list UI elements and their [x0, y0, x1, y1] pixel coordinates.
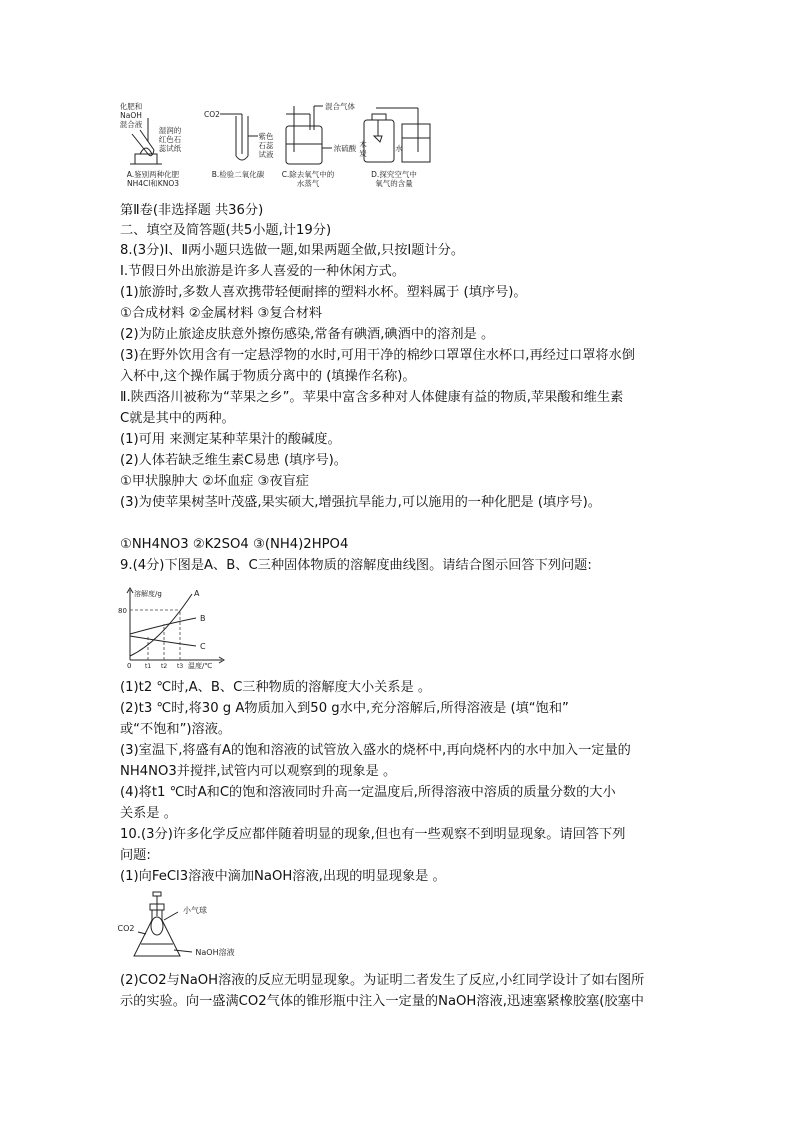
- q10-2-b: 示的实验。向一盛满CO2气体的锥形瓶中注入一定量的NaOH溶液,迅速塞紧橡胶塞(胶塞中: [120, 994, 644, 1009]
- q8-ii-2: (2)人体若缺乏维生素C易患 (填序号)。: [120, 453, 347, 468]
- q9-2-a: (2)t3 ℃时,将30 g A物质加入到50 g水中,充分溶解后,所得溶液是 (填“饱和”: [120, 701, 569, 716]
- q8-ii-3-options: ①NH4NO3 ②K2SO4 ③(NH4)2HPO4: [120, 537, 349, 552]
- q10-2-a: (2)CO2与NaOH溶液的反应无明显现象。为证明二者发生了反应,小红同学设计了如右图所: [120, 973, 645, 988]
- q8-1-options: ①合成材料 ②金属材料 ③复合材料: [120, 306, 323, 321]
- caption-a: A.鉴别两种化肥 NH4Cl和KNO3: [126, 170, 180, 188]
- y-tick-80: 80: [118, 607, 127, 615]
- caption-c: C.除去氧气中的 水蒸气: [281, 170, 335, 188]
- x-axis-label: 温度/℃: [188, 662, 213, 670]
- q8-part2-intro-b: C就是其中的两种。: [120, 411, 235, 426]
- q10-intro-a: 10.(3分)许多化学反应都伴随着明显的现象,但也有一些观察不到明显现象。请回答下列: [120, 827, 626, 842]
- q10-intro-b: 问题:: [120, 848, 151, 863]
- label-sulfuric-acid: 浓硫酸: [333, 144, 357, 153]
- flask-figure: [116, 890, 246, 964]
- q8-ii-3: (3)为使苹果树茎叶茂盛,果实硕大,增强抗旱能力,可以施用的一种化肥是 (填序号)。: [120, 495, 601, 510]
- q9-2-b: 或“不饱和”)溶液。: [120, 722, 232, 737]
- label-fertilizer-mixture: 化肥和 NaOH 混合液: [119, 102, 143, 129]
- curve-a: [130, 594, 192, 656]
- flask-label-balloon: 小气球: [183, 906, 207, 915]
- solubility-chart: [116, 584, 228, 670]
- caption-d: D.探究空气中 氧气的含量: [371, 170, 417, 188]
- x-tick-0: 0: [127, 662, 132, 670]
- x-tick-t2: t2: [161, 663, 168, 670]
- q9-3-a: (3)室温下,将盛有A的饱和溶液的试管放入盛水的烧杯中,再向烧杯内的水中加入一定量的: [120, 743, 631, 758]
- flask-label-co2: CO2: [117, 924, 135, 933]
- apparatus-figure: [118, 96, 438, 198]
- label-litmus-paper: 湿润的 红色石 蕊试纸: [158, 126, 182, 153]
- curve-c: [130, 636, 196, 646]
- label-mixed-gas: 混合气体: [325, 102, 355, 111]
- q9-intro: 9.(4分)下图是A、B、C三种固体物质的溶解度曲线图。请结合图示回答下列问题:: [120, 558, 592, 573]
- series-label-c: C: [200, 642, 206, 651]
- section-heading: 二、填空及简答题(共5小题,计19分): [120, 223, 332, 238]
- x-tick-t3: t3: [177, 663, 184, 670]
- series-label-a: A: [194, 589, 200, 598]
- q9-4-a: (4)将t1 ℃时A和C的饱和溶液同时升高一定温度后,所得溶液中溶质的质量分数的大小: [120, 785, 616, 800]
- q8-ii-1: (1)可用 来测定某种苹果汁的酸碱度。: [120, 432, 341, 447]
- q8-2: (2)为防止旅途皮肤意外擦伤感染,常备有碘酒,碘酒中的溶剂是 。: [120, 327, 495, 342]
- y-axis-label: 溶解度/g: [134, 590, 162, 598]
- caption-b: B.检验二氧化碳: [211, 170, 265, 179]
- q9-3-b: NH4NO3并搅拌,试管内可以观察到的现象是 。: [120, 764, 397, 779]
- q8-ii-2-options: ①甲状腺肿大 ②坏血症 ③夜盲症: [120, 474, 309, 489]
- q8-part2-intro-a: Ⅱ.陕西洛川被称为“苹果之乡”。苹果中富含多种对人体健康有益的物质,苹果酸和维生素: [120, 390, 624, 405]
- q8-3-b: 入杯中,这个操作属于物质分离中的 (填操作名称)。: [120, 369, 416, 384]
- flask-label-naoh: NaOH溶液: [195, 948, 235, 957]
- x-tick-t1: t1: [145, 663, 152, 670]
- series-label-b: B: [200, 614, 206, 623]
- solubility-chart-svg: [116, 584, 228, 670]
- section-title: 第Ⅱ卷(非选择题 共36分): [120, 203, 264, 218]
- q8-instruction: 8.(3分)Ⅰ、Ⅱ两小题只选做一题,如果两题全做,只按Ⅰ题计分。: [120, 243, 465, 258]
- q8-1: (1)旅游时,多数人喜欢携带轻便耐摔的塑料水杯。塑料属于 (填序号)。: [120, 285, 527, 300]
- label-litmus-solution: 紫色 石蕊 试液: [258, 132, 274, 159]
- label-co2: CO2: [204, 110, 220, 119]
- q8-3-a: (3)在野外饮用含有一定悬浮物的水时,可用干净的棉纱口罩罩住水杯口,再经过口罩将水倒: [120, 348, 635, 363]
- label-charcoal: 木 炭: [359, 140, 367, 158]
- label-water: 水: [395, 144, 403, 153]
- q9-4-b: 关系是 。: [120, 806, 177, 821]
- q10-1: (1)向FeCl3溶液中滴加NaOH溶液,出现的明显现象是 。: [120, 869, 446, 884]
- q9-1: (1)t2 ℃时,A、B、C三种物质的溶解度大小关系是 。: [120, 680, 432, 695]
- q8-part1-intro: Ⅰ.节假日外出旅游是许多人喜爱的一种休闲方式。: [120, 264, 406, 279]
